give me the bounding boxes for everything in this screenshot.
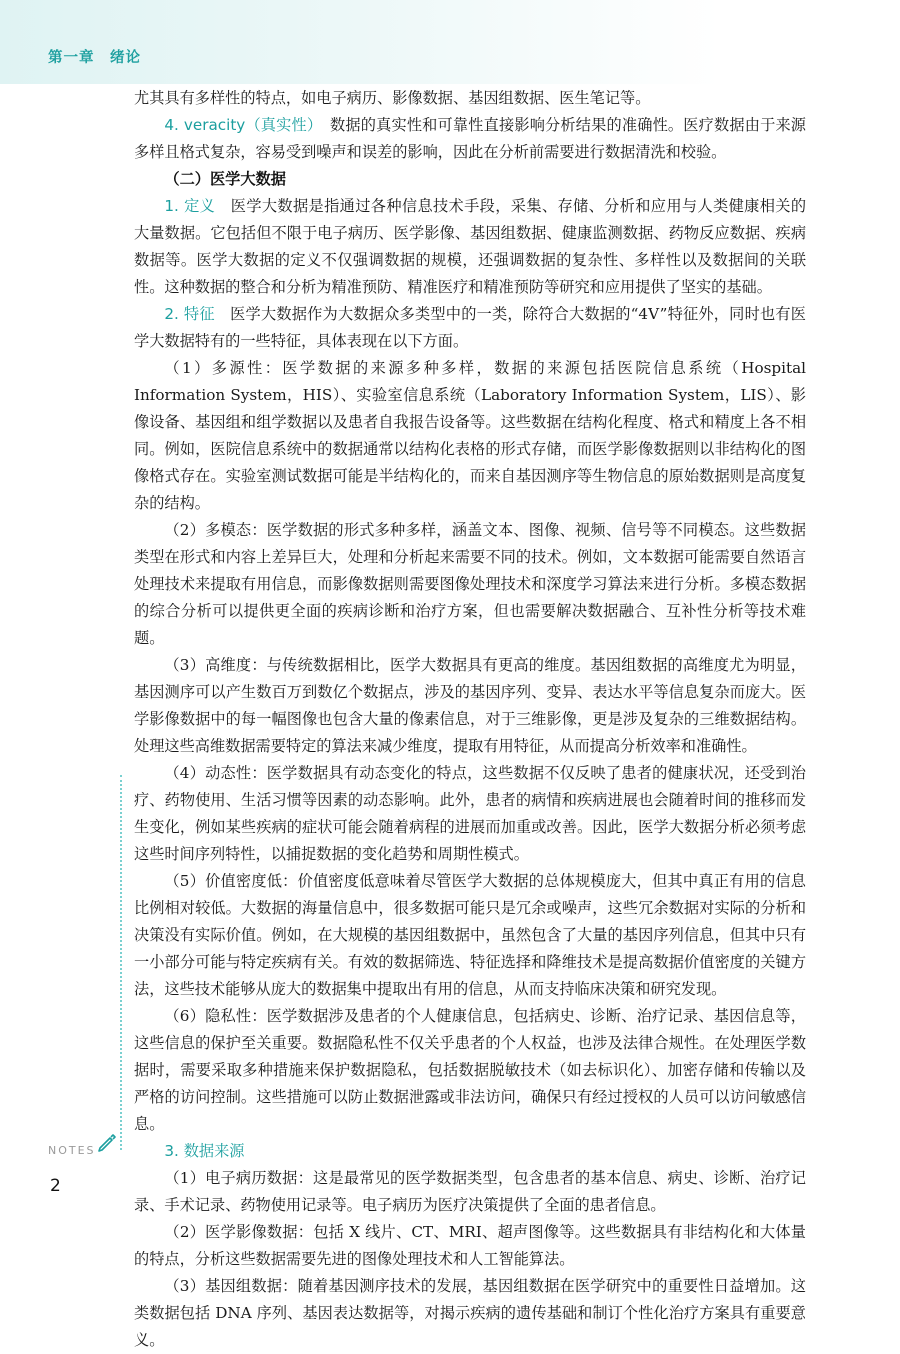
paragraph-continuation: 尤其具有多样性的特点，如电子病历、影像数据、基因组数据、医生笔记等。 <box>134 89 651 107</box>
paragraph-features <box>134 301 806 355</box>
paragraph-definition <box>134 193 806 301</box>
feature-multisource: （1）多源性：医学数据的来源多种多样，数据的来源包括医院信息系统（Hospital Information System，HIS）、实验室信息系统（Laboratory Information System，LIS）、影像设备、基因组和组学数据以及患者自我报告设备等。这些数据在结构化程度、格式和精度上各不相同。例如，医院信息系统中的数据通常以结构化表格的形式存储，而医学影像数据则以非结构化的图像格式存在。实验室测试数据可能是半结构化的，而来自基因测序等生物信息的原始数据则是高度复杂的结构。 <box>134 359 806 512</box>
feature-low-value-density: （5）价值密度低：价值密度低意味着尽管医学大数据的总体规模庞大，但其中真正有用的信息比例相对较低。大数据的海量信息中，很多数据可能只是冗余或噪声，这些冗余数据对实际的分析和决策没有实际价值。例如，在大规模的基因组数据中，虽然包含了大量的基因序列信息，但其中只有一小部分可能与特定疾病有关。有效的数据筛选、特征选择和降维技术是提高数据价值密度的关键方法，这些技术能够从庞大的数据集中提取出有用的信息，从而支持临床决策和研究发现。 <box>134 872 806 998</box>
pencil-icon <box>97 1132 117 1152</box>
features-heading: 2. 特征 <box>164 305 215 323</box>
chapter-title: 第一章 绪论 <box>48 50 141 66</box>
definition-heading: 1. 定义 <box>164 197 216 215</box>
page-header <box>0 0 900 84</box>
feature-high-dimension: （3）高维度：与传统数据相比，医学大数据具有更高的维度。基因组数据的高维度尤为明显，基因测序可以产生数百万到数亿个数据点，涉及的基因序列、变异、表达水平等信息复杂而庞大。医学影像数据中的每一幅图像也包含大量的像素信息，对于三维影像，更是涉及复杂的三维数据结构。处理这些高维数据需要特定的算法来减少维度，提取有用特征，从而提高分析效率和准确性。 <box>134 656 806 755</box>
notes-dotted-divider <box>120 775 122 1150</box>
source-genomic: （3）基因组数据：随着基因测序技术的发展，基因组数据在医学研究中的重要性日益增加。这类数据包括 DNA 序列、基因表达数据等，对揭示疾病的遗传基础和制订个性化治疗方案具有重要意义。 <box>134 1277 806 1349</box>
veracity-text: 数据的真实性和可靠性直接影响分析结果的准确性。医疗数据由于来源多样且格式复杂，容易受到噪声和误差的影响，因此在分析前需要进行数据清洗和校验。 <box>134 116 806 161</box>
paragraph-veracity <box>134 112 806 166</box>
veracity-heading: 4. veracity（真实性） <box>164 116 315 134</box>
features-text: 医学大数据作为大数据众多类型中的一类，除符合大数据的“4V”特征外，同时也有医学大数据特有的一些特征，具体表现在以下方面。 <box>134 305 806 350</box>
page-body <box>134 85 806 1354</box>
definition-text: 医学大数据是指通过各种信息技术手段，采集、存储、分析和应用与人类健康相关的大量数据。它包括但不限于电子病历、医学影像、基因组数据、健康监测数据、药物反应数据、疾病数据等。医学大数据的定义不仅强调数据的规模，还强调数据的复杂性、多样性以及数据间的关联性。这种数据的整合和分析为精准预防、精准医疗和精准预防等研究和应用提供了坚实的基础。 <box>134 197 807 296</box>
source-imaging: （2）医学影像数据：包括 X 线片、CT、MRI、超声图像等。这些数据具有非结构化和大体量的特点，分析这些数据需要先进的图像处理技术和人工智能算法。 <box>134 1223 806 1268</box>
feature-dynamic: （4）动态性：医学数据具有动态变化的特点，这些数据不仅反映了患者的健康状况，还受到治疗、药物使用、生活习惯等因素的动态影响。此外，患者的病情和疾病进展也会随着时间的推移而发生变化，例如某些疾病的症状可能会随着病程的进展而加重或改善。因此，医学大数据分析必须考虑这些时间序列特性，以捕捉数据的变化趋势和周期性模式。 <box>134 764 806 863</box>
source-emr: （1）电子病历数据：这是最常见的医学数据类型，包含患者的基本信息、病史、诊断、治疗记录、手术记录、药物使用记录等。电子病历为医疗决策提供了全面的患者信息。 <box>134 1169 806 1214</box>
feature-privacy: （6）隐私性：医学数据涉及患者的个人健康信息，包括病史、诊断、治疗记录、基因信息等，这些信息的保护至关重要。数据隐私性不仅关乎患者的个人权益，也涉及法律合规性。在处理医学数据时，需要采取多种措施来保护数据隐私，包括数据脱敏技术（如去标识化）、加密存储和传输以及严格的访问控制。这些措施可以防止数据泄露或非法访问，确保只有经过授权的人员可以访问敏感信息。 <box>134 1007 806 1133</box>
section-heading: （二）医学大数据 <box>164 170 286 188</box>
sources-heading: 3. 数据来源 <box>164 1142 245 1160</box>
notes-label: NOTES <box>48 1144 96 1157</box>
feature-multimodal: （2）多模态：医学数据的形式多种多样，涵盖文本、图像、视频、信号等不同模态。这些数据类型在形式和内容上差异巨大，处理和分析起来需要不同的技术。例如，文本数据可能需要自然语言处理技术来提取有用信息，而影像数据则需要图像处理技术和深度学习算法来进行分析。多模态数据的综合分析可以提供更全面的疾病诊断和治疗方案，但也需要解决数据融合、互补性分析等技术难题。 <box>134 521 806 647</box>
page-number: 2 <box>50 1176 61 1196</box>
